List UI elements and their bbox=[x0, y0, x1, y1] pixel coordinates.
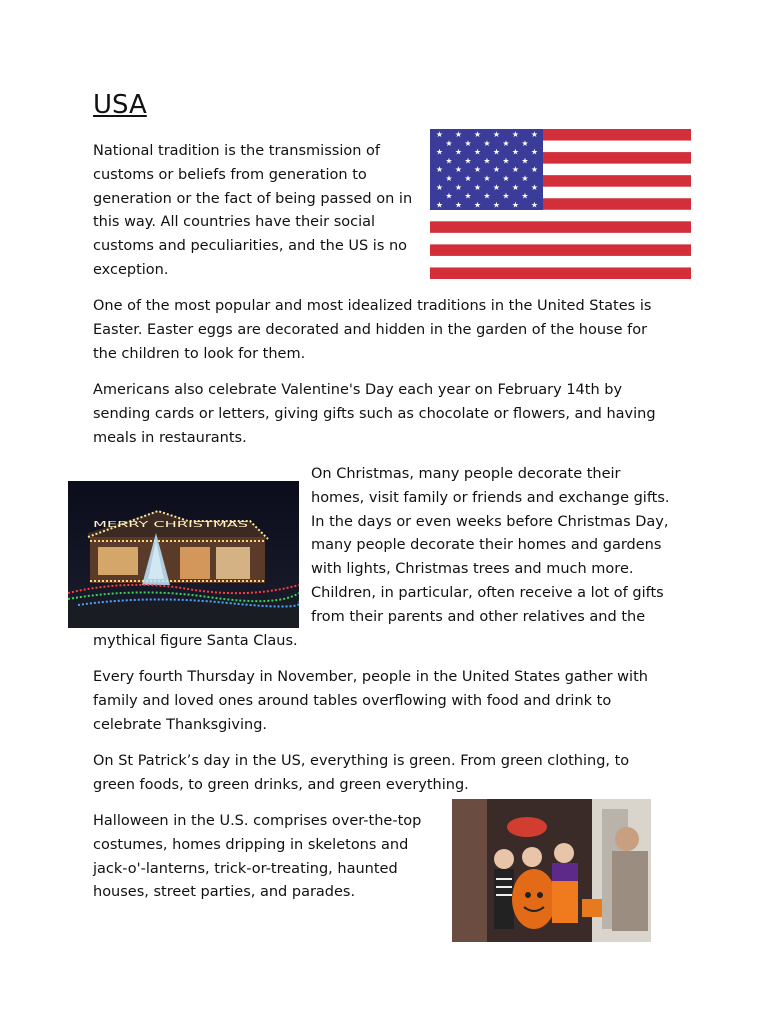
svg-text:★: ★ bbox=[473, 200, 482, 210]
svg-text:★: ★ bbox=[435, 200, 444, 210]
svg-text:★: ★ bbox=[511, 130, 520, 139]
svg-text:★: ★ bbox=[473, 165, 482, 175]
svg-text:★: ★ bbox=[521, 156, 529, 166]
svg-text:★: ★ bbox=[492, 147, 501, 157]
svg-text:★: ★ bbox=[435, 130, 444, 139]
svg-text:★: ★ bbox=[502, 156, 510, 166]
svg-text:★: ★ bbox=[521, 138, 529, 148]
svg-text:★: ★ bbox=[530, 182, 539, 192]
svg-text:★: ★ bbox=[483, 174, 491, 183]
svg-text:★: ★ bbox=[483, 156, 491, 166]
christmas-house-image bbox=[68, 481, 299, 628]
svg-text:★: ★ bbox=[511, 147, 520, 157]
svg-text:★: ★ bbox=[454, 182, 463, 192]
page-title: USA bbox=[93, 90, 147, 120]
svg-text:★: ★ bbox=[502, 138, 510, 148]
svg-text:★: ★ bbox=[492, 200, 501, 210]
stpatrick-paragraph: On St Patrick’s day in the US, everything is green. From green clothing, to green foods, to green drinks, and green everything. bbox=[93, 753, 630, 793]
svg-text:★: ★ bbox=[454, 165, 463, 175]
us-flag-image bbox=[430, 129, 691, 279]
valentine-paragraph: Americans also celebrate Valentine's Day each year on February 14th by sending cards or letters, giving gifts such as chocolate or flowers, and having meals in restaurants. bbox=[93, 382, 656, 446]
svg-text:★: ★ bbox=[530, 165, 539, 175]
house-lights-text: MERRY CHRISTMAS bbox=[93, 520, 248, 529]
svg-text:★: ★ bbox=[521, 174, 529, 183]
svg-text:★: ★ bbox=[454, 130, 463, 139]
svg-text:★: ★ bbox=[435, 182, 444, 192]
svg-text:★: ★ bbox=[483, 191, 491, 201]
svg-text:★: ★ bbox=[530, 200, 539, 210]
thanksgiving-paragraph: Every fourth Thursday in November, people in the United States gather with family and loved ones around tables overflowing with food and drink to celebrate Thanksgiving. bbox=[93, 669, 648, 733]
svg-text:★: ★ bbox=[435, 147, 444, 157]
svg-text:★: ★ bbox=[445, 156, 453, 166]
christmas-paragraph: On Christmas, many people decorate their homes, visit family or friends and exchange gifts. In the days or even weeks before Christmas Day, many people decorate their homes and gardens with lights, Christmas trees and much more. Children, in particular, often receive a lot of gifts from their parents and other relatives and the bbox=[311, 466, 670, 625]
svg-text:★: ★ bbox=[492, 130, 501, 139]
svg-text:★: ★ bbox=[473, 182, 482, 192]
svg-text:★: ★ bbox=[435, 165, 444, 175]
svg-text:★: ★ bbox=[445, 138, 453, 148]
intro-paragraph: National tradition is the transmission of customs or beliefs from generation to generation or the fact of being passed on in this way. All countries have their social customs and peculiarities, and the US is no exception. bbox=[93, 143, 413, 278]
svg-text:★: ★ bbox=[530, 130, 539, 139]
halloween-paragraph: Halloween in the U.S. comprises over-the-top costumes, homes dripping in skeletons and jack-o'-lanterns, trick-or-treating, haunted houses, street parties, and parades. bbox=[93, 813, 422, 901]
svg-text:★: ★ bbox=[492, 165, 501, 175]
svg-text:★: ★ bbox=[511, 165, 520, 175]
svg-text:★: ★ bbox=[511, 182, 520, 192]
svg-text:★: ★ bbox=[502, 174, 510, 183]
svg-text:★: ★ bbox=[454, 200, 463, 210]
halloween-kids-image bbox=[452, 799, 651, 942]
easter-paragraph: One of the most popular and most idealized traditions in the United States is Easter. Easter eggs are decorated and hidden in the garden of the house for the children to look for them. bbox=[93, 298, 652, 362]
svg-text:★: ★ bbox=[445, 191, 453, 201]
svg-text:★: ★ bbox=[521, 191, 529, 201]
svg-text:★: ★ bbox=[464, 191, 472, 201]
svg-text:★: ★ bbox=[473, 130, 482, 139]
svg-text:★: ★ bbox=[483, 138, 491, 148]
svg-text:★: ★ bbox=[454, 147, 463, 157]
svg-text:★: ★ bbox=[464, 174, 472, 183]
svg-text:★: ★ bbox=[464, 138, 472, 148]
svg-text:★: ★ bbox=[464, 156, 472, 166]
svg-text:★: ★ bbox=[502, 191, 510, 201]
svg-text:★: ★ bbox=[445, 174, 453, 183]
svg-text:★: ★ bbox=[511, 200, 520, 210]
svg-text:★: ★ bbox=[530, 147, 539, 157]
svg-text:★: ★ bbox=[492, 182, 501, 192]
svg-text:★: ★ bbox=[473, 147, 482, 157]
christmas-paragraph-end: mythical figure Santa Claus. bbox=[93, 633, 298, 649]
